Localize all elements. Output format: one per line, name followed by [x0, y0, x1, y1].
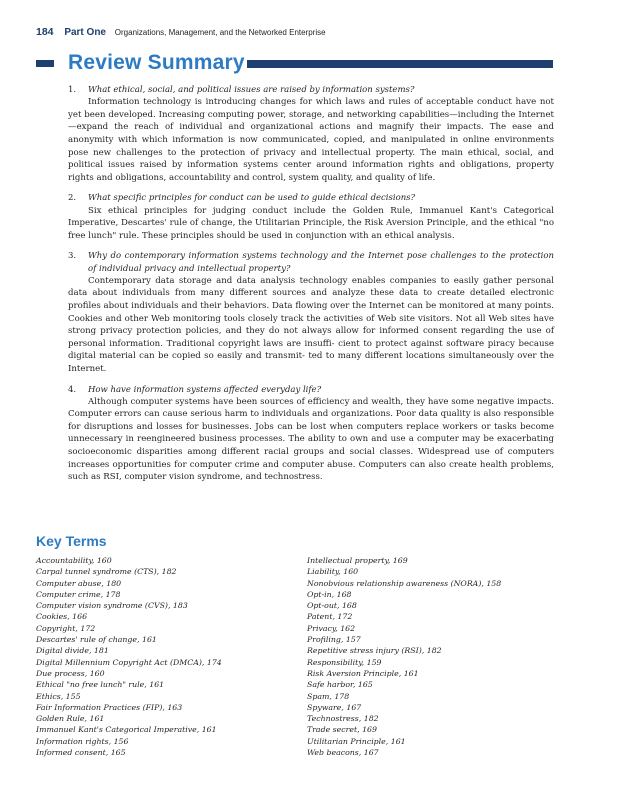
- key-term: Technostress, 182: [307, 714, 379, 724]
- key-term: Risk Aversion Principle, 161: [307, 668, 419, 678]
- key-term: Liability, 160: [307, 567, 359, 577]
- answer-text: Six ethical principles for judging conduct include the Golden Rule, Immanuel Kant's Categorical Imperative, Descartes' rule of change, the Utilitarian Principle, the Risk Aversion Principle, and the ethical "no free lunch" rule. These principles should be used in conjunction with an ethical analysis.: [68, 205, 554, 241]
- key-term: Spam, 178: [307, 691, 350, 701]
- page-number: 184: [36, 26, 54, 38]
- key-term: Immanuel Kant's Categorical Imperative, 161: [36, 725, 217, 735]
- key-terms-right-column: [307, 555, 557, 758]
- key-term: Spyware, 167: [307, 702, 362, 712]
- key-term: Computer vision syndrome (CVS), 183: [36, 601, 188, 611]
- key-term: Computer crime, 178: [36, 589, 121, 599]
- answer-text: Although computer systems have been sources of efficiency and wealth, they have some negative impacts. Computer errors can cause serious harm to individuals and organizations. Poor data quality is also responsible for disruptions and losses for businesses. Jobs can be lost when computers replace workers or tasks become unnecessary in reengineered business processes. The ability to own and use a computer may be exacerbating socioeconomic disparities among different racial groups and social classes. Widespread use of computers increases opportunities for computer crime and computer abuse. Computers can also create health problems, such as RSI, computer vision syndrome, and technostress.: [68, 396, 554, 483]
- question-text: Why do contemporary information systems technology and the Internet pose challenges to the protection of individual privacy and intellectual property?: [88, 251, 554, 274]
- key-term: Profiling, 157: [307, 635, 361, 645]
- key-terms-title: Key Terms: [36, 533, 107, 549]
- chapter-title: Organizations, Management, and the Networked Enterprise: [114, 28, 326, 37]
- section-rule-left: [36, 60, 54, 67]
- key-term: Cookies, 166: [36, 612, 88, 622]
- key-term: Computer abuse, 180: [36, 578, 122, 588]
- key-term: Accountability, 160: [36, 556, 112, 565]
- question-text: How have information systems affected everyday life?: [88, 384, 322, 395]
- review-summary-title: Review Summary: [68, 51, 245, 74]
- review-item: [68, 84, 554, 184]
- question-text: What specific principles for conduct can be used to guide ethical decisions?: [88, 193, 416, 204]
- section-rule-right: [247, 60, 553, 68]
- key-term: Due process, 160: [36, 668, 105, 678]
- answer-text: Contemporary data storage and data analysis technology enables companies to easily gather personal data about individuals from many different sources and analyze these data to create detailed electronic profiles about individuals and their behaviors. Data flowing over the Internet can be monitored at many points. Cookies and other Web monitoring tools closely track the activities of Web site visitors. Not all Web sites have strong privacy protection policies, and they do not always allow for informed consent regarding the use of personal information. Traditional copyright laws are insuffi- cient to protect against software piracy because digital material can be copied so easily and transmit- ted to many different locations simultaneously over the Internet.: [68, 275, 554, 374]
- review-questions: [68, 84, 554, 492]
- part-label: Part One: [64, 27, 106, 38]
- answer-text: Information technology is introducing changes for which laws and rules of acceptable conduct have not yet been developed. Increasing computing power, storage, and networking capabilities—including the Internet—expand the reach of individual and organizational actions and magnify their impacts. The ease and anonymity with which information is now communicated, copied, and manipulated in online environments pose new challenges to the protection of privacy and intellectual property. The main ethical, social, and political issues raised by information systems center around information rights and obligations, property rights and obligations, accountability and control, system quality, and quality of life.: [68, 97, 554, 183]
- key-term: Trade secret, 169: [307, 725, 377, 735]
- key-term: Web beacons, 167: [307, 748, 379, 758]
- key-term: Informed consent, 165: [36, 748, 126, 758]
- key-term: Safe harbor, 165: [307, 680, 373, 690]
- key-term: Fair Information Practices (FIP), 163: [36, 702, 183, 712]
- question-number: 4.: [68, 384, 77, 395]
- key-term: Opt-out, 168: [307, 601, 357, 611]
- running-head: [36, 26, 326, 38]
- key-term: Privacy, 162: [307, 623, 356, 633]
- key-term: Opt-in, 168: [307, 589, 352, 599]
- review-item: [68, 384, 554, 484]
- key-term: Responsibility, 159: [307, 657, 382, 667]
- key-term: Carpal tunnel syndrome (CTS), 182: [36, 567, 177, 577]
- key-term: Patent, 172: [307, 612, 353, 622]
- key-term: Utilitarian Principle, 161: [307, 736, 406, 746]
- key-terms-left-column: [36, 555, 296, 758]
- key-term: Descartes' rule of change, 161: [36, 635, 157, 645]
- question-number: 1.: [68, 85, 77, 95]
- key-term: Nonobvious relationship awareness (NORA), 158: [307, 578, 502, 588]
- key-term: Copyright, 172: [36, 623, 96, 633]
- key-term: Golden Rule, 161: [36, 714, 105, 724]
- review-item: [68, 250, 554, 375]
- key-term: Information rights, 156: [36, 736, 129, 746]
- question-number: 2.: [68, 193, 77, 204]
- key-term: Digital Millennium Copyright Act (DMCA), 174: [36, 657, 222, 667]
- key-term: Intellectual property, 169: [307, 556, 408, 565]
- question-number: 3.: [68, 251, 77, 262]
- key-term: Ethical "no free lunch" rule, 161: [36, 680, 165, 690]
- review-item: [68, 192, 554, 242]
- key-term: Ethics, 155: [36, 691, 81, 701]
- question-text: What ethical, social, and political issues are raised by information systems?: [88, 85, 415, 95]
- key-term: Repetitive stress injury (RSI), 182: [307, 646, 442, 656]
- key-term: Digital divide, 181: [36, 646, 109, 656]
